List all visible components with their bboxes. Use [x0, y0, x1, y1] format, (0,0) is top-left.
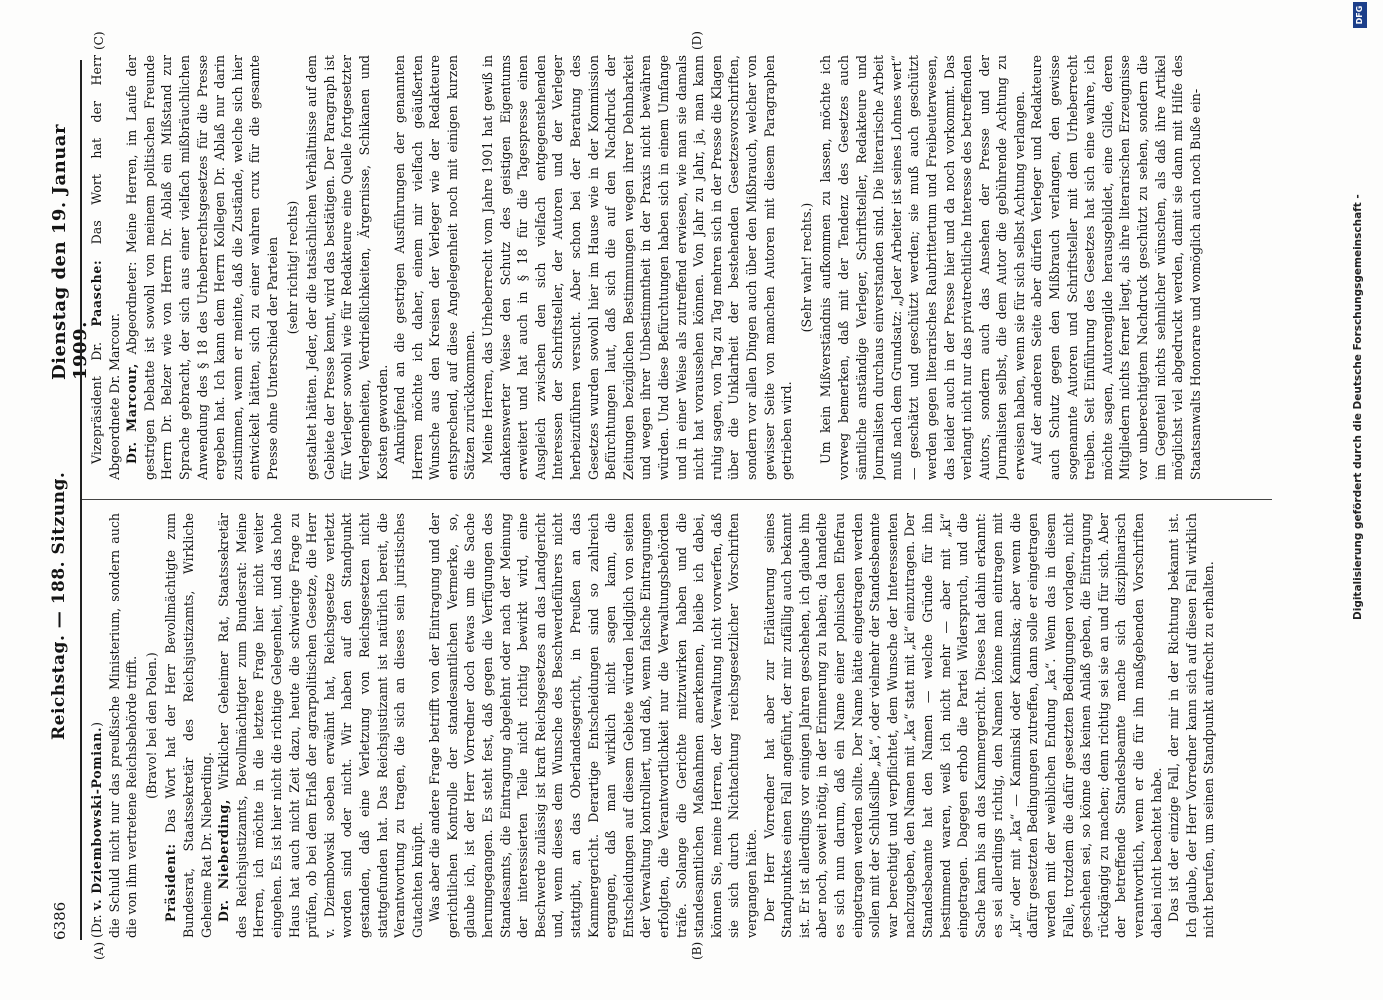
session-date: Dienstag den 19. Januar 1909.: [49, 124, 91, 380]
paragraph-president: Präsident: Das Wort hat der Herr Bevollmächtigte zum Bundesrat, Staatssekretär des Reichsjustizamts, Wirkliche Geheime Rat Dr. Nieberding.: [163, 513, 214, 938]
speaker-name: Dr. Marcour,: [124, 362, 140, 464]
margin-marker-b: (B): [690, 941, 704, 960]
margin-marker-d: (D): [690, 31, 704, 50]
interjection: (sehr richtig! rechts): [284, 200, 300, 335]
page-number: 6386: [51, 901, 69, 940]
speaker-name: Paasche:: [89, 259, 104, 327]
paragraph: Anknüpfend an die gestrigen Ausführungen der genannten Herren möchte ich daher, einem mir vielfach geäußerten Wunsche aus den Kreisen der Verleger wie der Redakteure entsprechend, auf diese Angelegenheit noch mit einigen kurzen Sätzen zurückkommen.: [392, 55, 478, 480]
paragraph: Das ist der einzige Fall, der mir in der Richtung bekannt ist. Ich glaube, der Herr Vorredner kann sich auf diesen Fall wirklich nicht berufen, um seinen Standpunkt aufrecht zu erhalten.: [1166, 513, 1217, 938]
paragraph: Der Herr Vorredner hat aber zur Erläuterung seines Standpunktes einen Fall angeführt, der mir zufällig auch bekannt ist. Er ist allerdings vor einigen Jahren geschehen, ich glaube ihn aber noch, soweit nötig, in der Erinnerung zu haben; da handelte es sich nun darum, daß ein Name einer polnischen Ehefrau eingetragen werden sollte. Der Name hätte eingetragen werden sollen mit der Schlußsilbe „ka“, oder vielmehr der Standesbeamte war berechtigt und verpflichtet, dem Wunsche der Interessenten nachzugeben, den Namen mit „ka“ statt mit „ki“ einzutragen. Der Standesbeamte hat den Namen — welche Gründe für ihn bestimmend waren, weiß ich nicht mehr — aber mit „ki“ eingetragen. Dagegen erhob die Partei Widerspruch, und die Sache kam bis an das Kammergericht. Dieses hat dahin erkannt: es sei allerdings richtig, den Namen könne man eintragen mit „ki“ oder mit „ka“ — Kaminski oder Kaminska; aber wenn die dafür gesetzten Bedingungen zutreffen, dann solle er eingetragen werden mit der weiblichen Endung „ka“. Wenn das in diesem Falle, trotzdem die dafür gesetzten Bedingungen vorlagen, nicht geschehen sei, so könne das keinen Anlaß geben, die Eintragung rückgängig zu machen; denn richtig sei sie an und für sich. Aber der betreffende Standesbeamte mache sich disziplinarisch verantwortlich, wenn er die für ihn maßgebenden Vorschriften dabei nicht beachtet habe.: [761, 513, 1164, 938]
dfg-logo: DFG: [1353, 2, 1367, 28]
paragraph: Meine Herren, das Urheberrecht vom Jahre 1901 hat gewiß in dankenswerter Weise den Schutz des geistigen Eigentums erweitert und hat auch in § 18 für die Tagespresse einen Ausgleich zwischen den sich vielfach entgegenstehenden Interessen der Schriftsteller, der Autoren und der Verleger herbeizuführen versucht. Aber schon bei der Beratung des Gesetzes wurden sowohl hier im Hause wie in der Kommission Befürchtungen laut, daß sich die auf den Nachdruck der Zeitungen bezüglichen Bestimmungen wegen ihrer Dehnbarkeit und wegen ihrer Unbestimmtheit in der Praxis nicht bewähren würden. Und diese Befürchtungen haben sich in einem Umfange und in einer Weise als zutreffend erwiesen, wie man sie damals nicht hat voraussehen können. Von Jahr zu Jahr, ja, man kann ruhig sagen, von Tag zu Tag mehren sich in der Presse die Klagen über die Unklarheit der bestehenden Gesetzesvorschriften, sondern vor allen Dingen auch über den Mißbrauch, welcher von gewisser Seite von manchen Autoren mit diesem Paragraphen getrieben wird.: [480, 55, 795, 480]
left-column: [88, 513, 1288, 938]
right-column: [88, 55, 1288, 480]
running-title: Reichstag. — 188. Sitzung.: [49, 471, 69, 740]
paragraph-marcour: Dr. Marcour, Abgeordneter: Meine Herren, im Laufe der gestrigen Debatte ist sowohl von meinem politischen Freunde Herrn Dr. Belzer wie von Herrn Dr. Ablaß ein Mißstand zur Sprache gebracht, der sich aus einer vielfach mißbräuchlichen Anwendung des § 18 des Urheberrechtsgesetzes für die Presse ergeben hat. Ich kann dem Herrn Kollegen Dr. Ablaß nur darin zustimmen, wenn er meinte, daß die Zustände, welche sich hier entwickelt hätten, sich zu einer wahren crux für die gesamte Presse ohne Unterschied der Parteien: [124, 55, 280, 480]
interjection: (Bravo! bei den Polen.): [143, 652, 159, 799]
interjection: (Sehr wahr! rechts.): [798, 202, 814, 333]
paragraph-nieberding: Dr. Nieberding, Wirklicher Geheimer Rat, Staatssekretär des Reichsjustizamts, Bevollmächtigter zum Bundesrat: Meine Herren, ich möchte in die letztere Frage hier nicht weiter eingehen. Es ist hier nicht die richtige Gelegenheit, und das hohe Haus hat auch nicht Zeit dazu, heute die schwierige Frage zu prüfen, ob bei dem Erlaß der agrarpolitischen Gesetze, die Herr v. Dziembowski soeben erwähnt hat, Reichsgesetze verletzt worden sind oder nicht. Wir haben auf den Standpunkt gestanden, daß eine Verletzung von Reichsgesetzen nicht stattgefunden hat. Das Reichsjustizamt ist natürlich bereit, die Verantwortung zu tragen, die sich an dieses sein juristisches Gutachten knüpft.: [216, 513, 425, 938]
digitization-credit: Digitalisierung gefördert durch die Deutsche Forschungsgemeinschaft -: [1352, 194, 1364, 620]
paragraph: die Schuld nicht nur das preußische Ministerium, sondern auch die von ihm vertretene Reichsbehörde trifft.: [106, 513, 140, 938]
speaker-name: Dr. Nieberding,: [216, 799, 232, 922]
column-divider: [82, 499, 1272, 500]
paragraph: Was aber die andere Frage betrifft von der Eintragung und der gerichtlichen Kontrolle der standesamtlichen Vermerke, so, glaube ich, ist der Herr Vorredner doch etwas um die Sache herumgegangen. Es steht fest, daß gegen die Verfügungen des Standesamts, die Eintragung abgelehnt oder nach der Meinung der interessierten Teile nicht richtig bewirkt wird, eine Beschwerde zulässig ist kraft Reichsgesetzes an das Landgericht und, wenn dieses dem Wunsche des Beschwerdeführers nicht stattgibt, an das Oberlandesgericht, in Preußen an das Kammergericht. Derartige Entscheidungen sind so zahlreich ergangen, daß man wirklich nicht sagen kann, die Entscheidungen auf diesem Gebiete würden lediglich von seiten der Verwaltung kontrolliert, und daß, wenn falsche Eintragungen erfolgten, die Verantwortlichkeit nur die Verwaltungsbehörden träfe. Solange die Gerichte mitzuwirken haben und die standesamtlichen Maßnahmen anerkennen, bleibe ich dabei, können Sie, meine Herren, der Verwaltung nicht vorwerfen, daß sie sich durch Nichtachtung reichsgesetzlicher Vorschriften vergangen hätte.: [427, 513, 759, 938]
header-rule: [80, 60, 82, 940]
paragraph-vicepresident: Vizepräsident Dr. Paasche: Das Wort hat der Herr Abgeordnete Dr. Marcour.: [89, 55, 122, 480]
margin-marker-a: (A): [92, 941, 106, 960]
speaker-name: v. Dziembowski-Pomian.: [89, 726, 104, 911]
margin-marker-c: (C): [92, 31, 106, 50]
paragraph: Auf der anderen Seite aber dürfen Verleger und Redakteure auch Schutz gegen den Mißbrauch verlangen, den gewisse sogenannte Autoren und Schriftsteller mit dem Urheberrecht treiben. Seit Einführung des Gesetzes hat sich eine wahre, ich möchte sagen, Autorengilde herausgebildet, eine Gilde, deren Mitgliedern nichts ferner liegt, als ihre literarischen Erzeugnisse vor unberechtigtem Nachdruck geschützt zu sehen, sondern die im Gegenteil nichts sehnlicher wünschen, als daß ihre Artikel möglichst viel abgedruckt werden, damit sie dann mit Hilfe des Staatsanwalts Honorare und womöglich auch noch Buße ein-: [1029, 55, 1203, 480]
page-header: [45, 60, 91, 940]
paragraph: Um kein Mißverständnis aufkommen zu lassen, möchte ich vorweg bemerken, daß mit der Tendenz des Gesetzes auch sämtliche anständige Verleger, Schriftsteller, Redakteure und Journalisten durchaus einverstanden sind. Die literarische Arbeit muß nach dem Grundsatz: „Jeder Arbeiter ist seines Lohnes wert“ — geschätzt und geschützt werden; sie muß auch geschützt werden gegen literarisches Raubrittertum und Freibeuterwesen, das leider auch in der Presse hier und da noch vorkommt. Das verlangt nicht nur das privatrechtliche Interesse des betreffenden Autors, sondern auch das Ansehen der Presse und der Journalisten selbst, die dem Autor die gebührende Achtung zu erweisen haben, wenn sie für sich selbst Achtung verlangen.: [818, 55, 1027, 480]
speaker-continuation: (Dr. v. Dziembowski-Pomian.): [89, 721, 104, 938]
paragraph: gestaltet hätten. Jeder, der die tatsächlichen Verhältnisse auf dem Gebiete der Presse kennt, wird das bestätigen. Der Paragraph ist für Verleger sowohl wie für Redakteure eine Quelle fortgesetzter Verlegenheiten, Verdrießlichkeiten, Ärgernisse, Schikanen und Kosten geworden.: [304, 55, 390, 480]
speaker-name: Präsident:: [163, 843, 179, 922]
